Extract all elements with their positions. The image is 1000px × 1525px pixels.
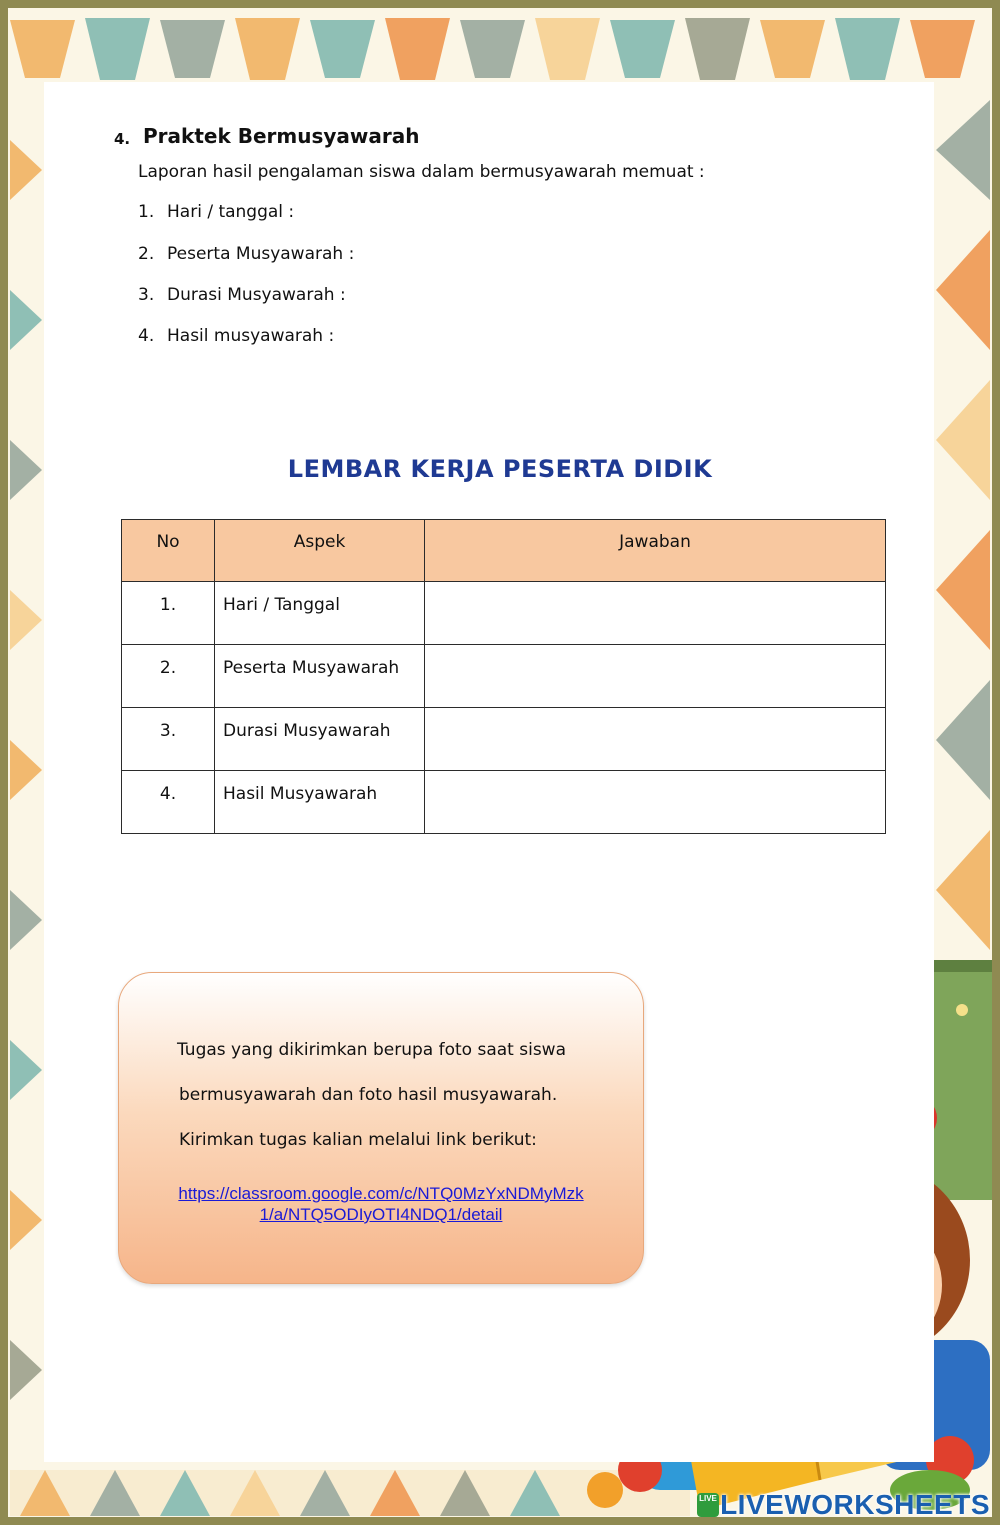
row-number: 3. [122, 708, 215, 771]
row-number: 2. [122, 645, 215, 708]
table-row [122, 645, 886, 708]
worksheet-table [121, 519, 886, 834]
instruction-line-1: Tugas yang dikirimkan berupa foto saat siswa [177, 1040, 566, 1060]
section-number: 4. [114, 130, 131, 148]
row-aspek: Durasi Musyawarah [215, 708, 425, 771]
header-aspek: Aspek [215, 520, 425, 582]
list-item [138, 202, 294, 222]
table-header-row [122, 520, 886, 582]
row-aspek: Hari / Tanggal [215, 582, 425, 645]
list-item-text: Hari / tanggal : [167, 202, 295, 222]
list-item [138, 326, 334, 346]
list-item-number: 3. [138, 285, 155, 305]
answer-cell[interactable] [425, 645, 886, 708]
answer-cell[interactable] [425, 708, 886, 771]
table-row [122, 708, 886, 771]
list-item [138, 244, 354, 264]
classroom-link[interactable] [139, 1183, 623, 1225]
section-title: Praktek Bermusyawarah [143, 124, 420, 148]
list-item-number: 4. [138, 326, 155, 346]
table-row [122, 582, 886, 645]
row-number: 1. [122, 582, 215, 645]
classroom-link-part-1[interactable]: https://classroom.google.com/c/NTQ0MzYxNDMyMzk [178, 1184, 584, 1203]
instruction-line-2: bermusyawarah dan foto hasil musyawarah. [179, 1085, 558, 1105]
instruction-line-3: Kirimkan tugas kalian melalui link berikut: [179, 1130, 537, 1150]
answer-cell[interactable] [425, 582, 886, 645]
list-item-number: 2. [138, 244, 155, 264]
row-aspek: Peserta Musyawarah [215, 645, 425, 708]
table-row [122, 771, 886, 834]
list-item-text: Durasi Musyawarah : [167, 285, 346, 305]
row-aspek: Hasil Musyawarah [215, 771, 425, 834]
worksheet-title: LEMBAR KERJA PESERTA DIDIK [287, 455, 713, 483]
classroom-link-part-2[interactable]: 1/a/NTQ5ODIyOTI4NDQ1/detail [259, 1205, 503, 1224]
header-jawaban: Jawaban [425, 520, 886, 582]
list-item-text: Hasil musyawarah : [167, 326, 335, 346]
instruction-box [118, 972, 644, 1284]
list-item-number: 1. [138, 202, 155, 222]
list-item-text: Peserta Musyawarah : [167, 244, 355, 264]
section-intro: Laporan hasil pengalaman siswa dalam bermusyawarah memuat : [138, 162, 705, 182]
liveworksheets-brand: LIVEWORKSHEETS [720, 1489, 990, 1520]
answer-cell[interactable] [425, 771, 886, 834]
bookshelf-decoration [930, 960, 992, 1200]
liveworksheets-logo-icon: LIVE [697, 1493, 719, 1517]
row-number: 4. [122, 771, 215, 834]
list-item [138, 285, 346, 305]
header-no: No [122, 520, 215, 582]
